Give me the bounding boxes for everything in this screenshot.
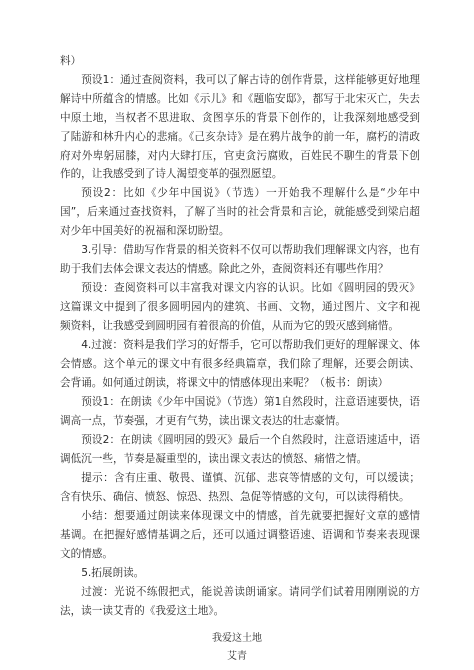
paragraph-continuation: 料） [60,55,82,67]
paragraph-transition-poem: 过渡：光说不练假把式，能说善读朗诵家。请同学们试着用刚刚说的方法，读一读艾青的《我爱这土地》。 [60,586,420,617]
paragraph-summary: 小结：想要通过朗读来体现课文中的情感，首先就要把握好文章的感情基调。在把握好感情基调之后，还可以通过调整语速、语调和节奏来表现课文的情感。 [60,510,420,560]
paragraph-hint: 提示：含有庄重、敬畏、谨慎、沉郁、悲哀等情感的文句，可以缓读；含有快乐、确信、愤怒、惊恐、热烈、急促等情感的文句，可以读得稍快。 [60,472,420,503]
poem-author: 艾青 [227,650,247,662]
paragraph-step-5: 5.拓展朗读。 [81,567,145,579]
paragraph-preset-1: 预设1：通过查阅资料，我可以了解古诗的创作背景，这样能够更好地理解诗中所蕴含的情感。比如《示儿》和《题临安邸》，都写于北宋灭亡，失去中原土地，当权者不思进取、贪图享乐的背景下创作的，让我深刻地感受到了陆游和林升内心的悲痛。《己亥杂诗》是在鸦片战争的前一年，腐朽的清政府对外卑躬屈膝，对内大肆打压，官吏贪污腐败，百姓民不聊生的背景下创作的，让我感受到了诗人渴望变革的强烈愿望。 [60,74,420,181]
paragraph-reading-preset-2: 预设2：在朗读《圆明园的毁灭》最后一个自然段时，注意语速适中，语调低沉一些，节奏是凝重型的，读出课文表达的愤怒、痛惜之情。 [60,434,420,465]
paragraph-reading-preset-1: 预设1：在朗读《少年中国说》（节选）第1自然段时，注意语速要快，语调高一点，节奏强，才更有气势，读出课文表达的壮志豪情。 [60,396,420,427]
paragraph-step-3-guide: 3.引导：借助写作背景的相关资料不仅可以帮助我们理解课文内容，也有助于我们去体会课文表达的情感。除此之外，查阅资料还有哪些作用？ [60,244,420,275]
poem-title: 我爱这土地 [212,632,262,644]
paragraph-step-4-transition: 4.过渡：资料是我们学习的好帮手，它可以帮助我们更好的理解课文、体会情感。这个单元的课文中有很多经典篇章，我们除了理解，还要会朗读、会背诵。如何通过朗读，将课文中的情感体现出来呢？（板书：朗读） [60,339,420,389]
paragraph-preset-2: 预设2：比如《少年中国说》（节选）一开始我不理解什么是“少年中国”，后来通过查找资料，了解了当时的社会背景和言论，就能感受到梁启超对少年中国美好的祝福和深切盼望。 [60,187,420,237]
paragraph-preset-resources: 预设：查阅资料可以丰富我对课文内容的认识。比如《圆明园的毁灭》这篇课文中提到了很多圆明园内的建筑、书画、文物，通过图片、文字和视频资料，让我感受到圆明园有着很高的价值，从而为它的毁灭感到痛惜。 [60,282,420,332]
